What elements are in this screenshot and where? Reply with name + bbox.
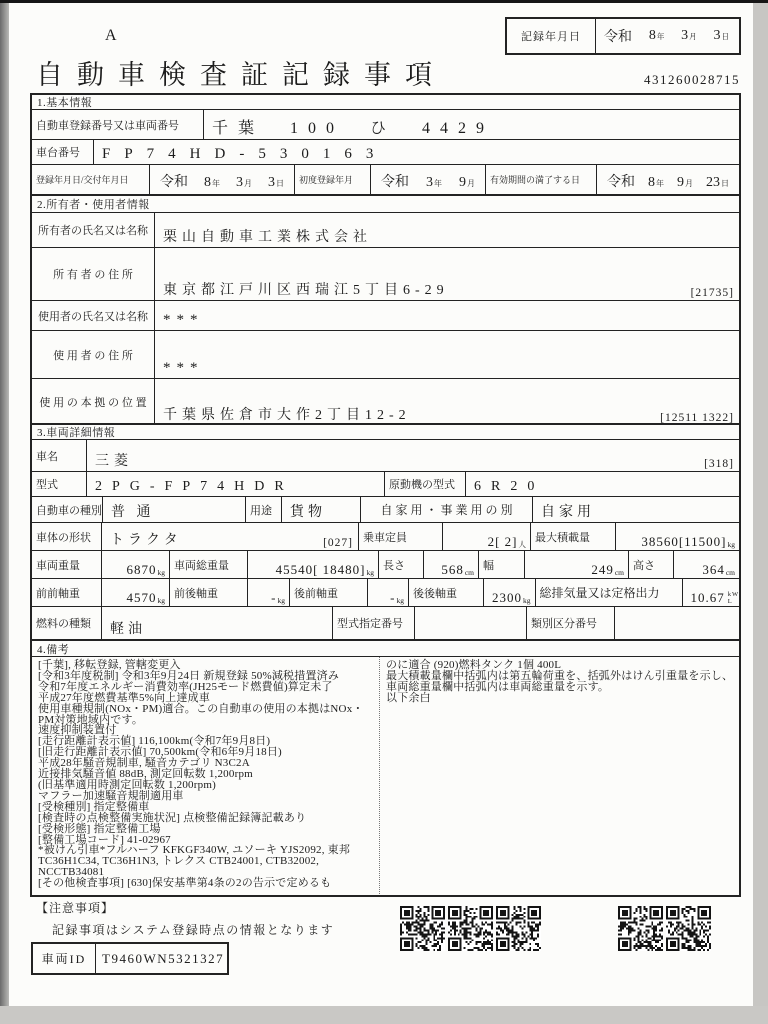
section3-heading: 3.車両詳細情報 bbox=[32, 425, 739, 440]
qr-code-group-right bbox=[618, 906, 711, 951]
reg-era: 令和 bbox=[160, 175, 188, 190]
vehicle-weight-label: 車両重量 bbox=[32, 551, 102, 578]
section-remarks bbox=[30, 641, 741, 897]
section4-heading: 4.備考 bbox=[32, 641, 739, 657]
qr-code bbox=[448, 906, 493, 951]
remark-line: [走行距離計表示値] 116,100km(令和7年9月8日) bbox=[38, 735, 271, 748]
fuel-type-label: 燃料の種類 bbox=[32, 607, 102, 639]
plate-value: 千葉 100 ひ 4429 bbox=[212, 120, 495, 138]
remark-line: [旧走行距離計表示値] 70,500km(令和6年9月18日) bbox=[38, 746, 282, 759]
engine-model-label: 原動機の型式 bbox=[385, 472, 466, 496]
user-address-label: 使 用 者 の 住 所 bbox=[32, 331, 155, 378]
user-name-row bbox=[32, 301, 739, 331]
remarks-body bbox=[32, 657, 739, 894]
remark-line: 令和7年度エネルギー消費効率(JH25モード燃費値)算定未了 bbox=[38, 680, 333, 693]
qr-code bbox=[400, 906, 445, 951]
type-approval-number-value bbox=[415, 607, 527, 639]
fuel-type-value: 軽油 bbox=[102, 607, 333, 639]
document-number: 431260028715 bbox=[644, 72, 740, 87]
vehicle-kind-label: 自動車の種別 bbox=[32, 497, 103, 522]
use-value: 貨物 bbox=[282, 497, 361, 522]
class-number-label: 類別区分番号 bbox=[527, 607, 615, 639]
record-date-box bbox=[505, 17, 741, 55]
firstreg-month: 9月 bbox=[459, 175, 475, 190]
axle-rear-rear-value: 2300 kg bbox=[484, 579, 536, 606]
chassis-value: FP74HD-530163 bbox=[102, 146, 388, 163]
remark-line: [受検種別] 指定整備車 bbox=[38, 800, 150, 813]
chassis-row bbox=[32, 140, 739, 165]
plate-row bbox=[32, 110, 739, 140]
model-label: 型式 bbox=[32, 472, 87, 496]
base-location-label: 使 用 の 本 拠 の 位 置 bbox=[32, 379, 155, 425]
remarks-left-column bbox=[32, 657, 380, 894]
use-label: 用途 bbox=[246, 497, 282, 522]
user-name-label: 使用者の氏名又は名称 bbox=[32, 301, 155, 330]
qr-code bbox=[496, 906, 541, 951]
scan-edge-top bbox=[0, 0, 768, 3]
vehicle-id-label: 車両ID bbox=[33, 944, 96, 973]
user-name-value: *** bbox=[163, 312, 204, 329]
axle-row bbox=[32, 579, 739, 607]
body-shape-label: 車体の形状 bbox=[32, 523, 102, 550]
kind-row bbox=[32, 497, 739, 523]
displacement-power-units: kW L bbox=[727, 591, 740, 605]
remark-line: [受検形態] 指定整備工場 bbox=[38, 822, 161, 835]
remark-line: (旧基準適用時測定回転数 1,200rpm) bbox=[38, 778, 216, 791]
vehicle-id-box bbox=[31, 942, 229, 975]
class-number-value bbox=[615, 607, 739, 639]
remark-line: 平成28年騒音規制車, 騒音カテゴリ N3C2A bbox=[38, 757, 250, 770]
remark-line: 最大積載量欄中括弧内は第五輪荷重を、括弧外はけん引重量を示し、車両総重量欄中括弧内は車両総重量を示す。 bbox=[386, 669, 734, 693]
owner-type-label: 自 家 用 ・ 事 業 用 の 別 bbox=[361, 497, 533, 522]
capacity-value: 2[ 2] 人 bbox=[443, 523, 531, 550]
gross-weight-value: 45540[ 18480] kg bbox=[248, 551, 379, 578]
scan-edge-right bbox=[753, 3, 768, 1024]
expiry-year: 8年 bbox=[648, 175, 664, 190]
engine-model-value: 6R20 bbox=[474, 479, 545, 495]
section2-heading: 2.所有者・使用者情報 bbox=[32, 196, 739, 213]
max-load-label: 最大積載量 bbox=[531, 523, 616, 550]
section-basic-info bbox=[30, 93, 741, 196]
qr-code bbox=[666, 906, 711, 951]
record-date-label: 記録年月日 bbox=[507, 19, 596, 53]
registration-date-label: 登録年月日/交付年月日 bbox=[32, 165, 150, 194]
body-shape-row bbox=[32, 523, 739, 551]
section-owner-user bbox=[30, 196, 741, 425]
axle-front-front-value: 4570 kg bbox=[102, 579, 170, 606]
user-address-row bbox=[32, 331, 739, 379]
owner-name-row bbox=[32, 213, 739, 248]
reg-year: 8年 bbox=[204, 175, 220, 190]
record-date-era: 令和 bbox=[604, 30, 632, 45]
first-registration-value bbox=[371, 165, 486, 194]
registration-date-value bbox=[150, 165, 295, 194]
section-vehicle-detail bbox=[30, 425, 741, 641]
qr-code bbox=[618, 906, 663, 951]
remark-line: 以下余白 bbox=[386, 691, 431, 704]
owner-type-value: 自家用 bbox=[541, 505, 595, 521]
displacement-power-label: 総排気量又は定格出力 bbox=[536, 579, 683, 606]
expiry-day: 23日 bbox=[706, 175, 729, 190]
body-shape-code: [027] bbox=[323, 536, 353, 549]
remark-line: [千葉], 移転登録, 管轄変更入 bbox=[38, 659, 181, 671]
car-name-code: [318] bbox=[704, 457, 734, 470]
vehicle-weight-value: 6870 kg bbox=[102, 551, 170, 578]
first-registration-label: 初度登録年月 bbox=[295, 165, 371, 194]
displacement-power-value: 10.67 kW L bbox=[690, 590, 740, 606]
scan-edge-bottom bbox=[0, 1006, 768, 1024]
page-mark: A bbox=[105, 27, 117, 44]
notice-text: 記録事項はシステム登録時点の情報となります bbox=[52, 923, 335, 937]
remark-line: [整備工場コード] 41-02967 bbox=[38, 833, 171, 846]
remark-line: 近接排気騒音値 88dB, 測定回転数 1,200rpm bbox=[38, 768, 253, 781]
expiry-date-value bbox=[597, 165, 739, 194]
type-approval-number-label: 型式指定番号 bbox=[333, 607, 415, 639]
dates-row bbox=[32, 165, 739, 194]
max-load-value: 38560[11500] kg bbox=[641, 534, 735, 550]
base-location-row bbox=[32, 379, 739, 425]
axle-front-rear-value: - kg bbox=[248, 579, 290, 606]
reg-day: 3日 bbox=[268, 175, 284, 190]
base-location-code: [12511 1322] bbox=[660, 411, 734, 424]
reg-month: 3月 bbox=[236, 175, 252, 190]
remark-line: [その他検査事項] [630]保安基準第4条の2の告示で定めるも bbox=[38, 877, 332, 890]
width-label: 幅 bbox=[479, 551, 525, 578]
page-title: 自動車検査証記録事項 bbox=[36, 60, 446, 90]
remark-line: マフラー加速騒音規制適用車 bbox=[38, 789, 184, 802]
weight-row bbox=[32, 551, 739, 579]
vehicle-id-value: T9460WN5321327 bbox=[102, 950, 225, 966]
notice-heading: 【注意事項】 bbox=[36, 901, 115, 915]
axle-rear-rear-label: 後後軸重 bbox=[409, 579, 484, 606]
axle-rear-front-value: - kg bbox=[368, 579, 409, 606]
expiry-era: 令和 bbox=[607, 175, 635, 190]
remark-line: 平成27年度燃費基準5%向上達成車 bbox=[38, 691, 211, 704]
qr-code-group-left bbox=[400, 906, 541, 951]
base-location-value: 千葉県佐倉市大作2丁目12-2 [12511 1322] bbox=[163, 408, 734, 424]
record-date-value bbox=[596, 19, 739, 53]
owner-address-code: [21735] bbox=[690, 286, 734, 299]
vehicle-kind-value: 普 通 bbox=[103, 497, 246, 522]
fuel-row bbox=[32, 607, 739, 639]
gross-weight-label: 車両総重量 bbox=[170, 551, 248, 578]
owner-address-label: 所 有 者 の 住 所 bbox=[32, 248, 155, 300]
remark-line: 使用車種規制(NOx・PM)適合。この自動車の使用の本拠はNOx・PM対策地域内です。 bbox=[38, 702, 364, 726]
owner-name-value: 栗山自動車工業株式会社 bbox=[163, 230, 372, 246]
body-shape-value: トラクタ [027] bbox=[102, 523, 359, 550]
remarks-right-column bbox=[380, 657, 739, 894]
record-date-day: 3日 bbox=[713, 28, 729, 43]
model-row bbox=[32, 472, 739, 497]
axle-front-rear-label: 前後軸重 bbox=[170, 579, 248, 606]
owner-name-label: 所有者の氏名又は名称 bbox=[32, 213, 155, 247]
car-name-value: 三菱 [318] bbox=[95, 454, 734, 470]
width-value: 249 cm bbox=[525, 551, 629, 578]
remark-line: *被けん引車*フルハーフ KFKGF340W, ユソーキ YJS2092, 東邦 TC36H1C34, TC36H1N3, トレクス CTB24001, CTB32002, NCCTB34081 bbox=[38, 844, 351, 879]
scan-edge-left bbox=[0, 3, 9, 1006]
height-value: 364 cm bbox=[702, 562, 735, 578]
record-date-year: 8年 bbox=[648, 28, 665, 43]
axle-rear-front-label: 後前軸重 bbox=[290, 579, 368, 606]
axle-front-front-label: 前前軸重 bbox=[32, 579, 102, 606]
height-label: 高さ bbox=[629, 551, 674, 578]
remark-line: 速度抑制装置付 bbox=[38, 724, 117, 737]
length-label: 長さ bbox=[379, 551, 424, 578]
owner-address-row bbox=[32, 248, 739, 301]
plate-label: 自動車登録番号又は車両番号 bbox=[32, 110, 204, 139]
user-address-value: *** bbox=[163, 360, 204, 377]
firstreg-year: 3年 bbox=[426, 175, 442, 190]
remark-line: [令和3年度税制] 令和3年9月24日 新規登録 50%減税措置済み bbox=[38, 669, 340, 682]
car-name-row bbox=[32, 440, 739, 472]
model-value: 2PG-FP74HDR bbox=[87, 472, 385, 496]
section1-heading: 1.基本情報 bbox=[32, 95, 739, 110]
expiry-date-label: 有効期間の満了する日 bbox=[486, 165, 597, 194]
remark-line: [検査時の点検整備実施状況] 点検整備記録簿記載あり bbox=[38, 811, 307, 824]
length-value: 568 cm bbox=[424, 551, 479, 578]
expiry-month: 9月 bbox=[677, 175, 693, 190]
capacity-label: 乗車定員 bbox=[359, 523, 443, 550]
remark-line: のに適合 (920)燃料タンク 1個 400L bbox=[386, 659, 562, 671]
car-name-label: 車名 bbox=[32, 440, 87, 471]
firstreg-era: 令和 bbox=[381, 175, 409, 190]
chassis-label: 車台番号 bbox=[32, 140, 94, 164]
owner-address-value: 東京都江戸川区西瑞江5丁目6-29 [21735] bbox=[163, 283, 734, 299]
record-date-month: 3月 bbox=[681, 28, 697, 43]
